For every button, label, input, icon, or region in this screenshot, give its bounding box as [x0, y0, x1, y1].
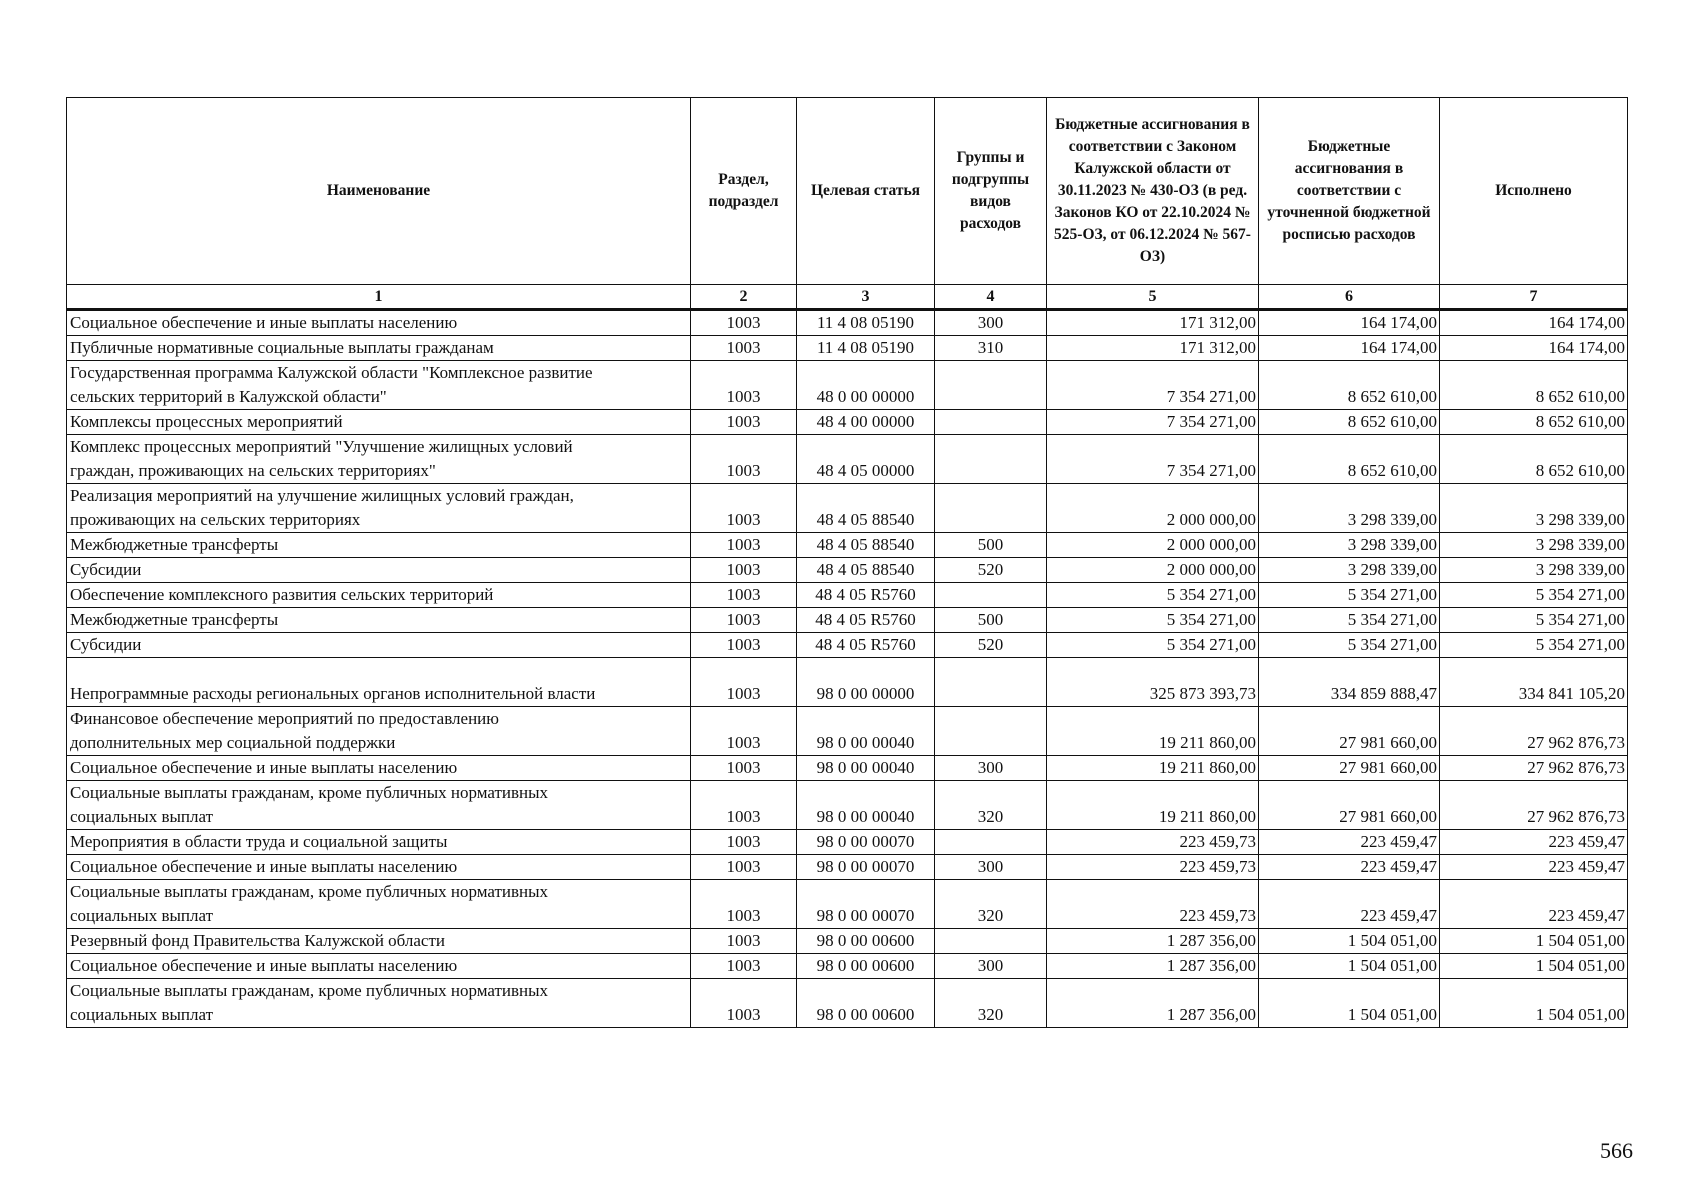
cell-executed: 5 354 271,00 [1440, 633, 1628, 658]
table-row [67, 658, 1628, 707]
cell-article: 98 0 00 00070 [797, 830, 935, 855]
cell-article: 48 4 05 88540 [797, 533, 935, 558]
cell-name [67, 929, 691, 954]
cell-name [67, 830, 691, 855]
cell-executed: 8 652 610,00 [1440, 361, 1628, 410]
cell-executed: 27 962 876,73 [1440, 781, 1628, 830]
cell-section: 1003 [691, 533, 797, 558]
cell-name-line: Социальное обеспечение и иные выплаты населению [70, 857, 458, 876]
cell-name [67, 954, 691, 979]
cell-group [935, 830, 1047, 855]
cell-section: 1003 [691, 855, 797, 880]
cell-section: 1003 [691, 361, 797, 410]
cell-plan-allocation: 8 652 610,00 [1259, 410, 1440, 435]
cell-article: 48 4 05 88540 [797, 484, 935, 533]
cell-name [67, 484, 691, 533]
header-name: Наименование [67, 98, 691, 285]
cell-article: 48 4 05 R5760 [797, 583, 935, 608]
cell-group: 300 [935, 756, 1047, 781]
cell-law-allocation: 2 000 000,00 [1047, 558, 1259, 583]
cell-name-line: Социальные выплаты гражданам, кроме публичных нормативных [70, 783, 549, 802]
column-number: 4 [935, 285, 1047, 310]
cell-law-allocation: 1 287 356,00 [1047, 979, 1259, 1028]
cell-section: 1003 [691, 929, 797, 954]
cell-article: 48 4 00 00000 [797, 410, 935, 435]
table-row [67, 533, 1628, 558]
cell-article: 98 0 00 00040 [797, 707, 935, 756]
cell-law-allocation: 223 459,73 [1047, 855, 1259, 880]
cell-name-line: Социальное обеспечение и иные выплаты населению [70, 758, 458, 777]
cell-section: 1003 [691, 336, 797, 361]
table-row [67, 336, 1628, 361]
cell-plan-allocation: 164 174,00 [1259, 336, 1440, 361]
cell-article: 48 4 05 R5760 [797, 608, 935, 633]
cell-article: 98 0 00 00070 [797, 880, 935, 929]
cell-group: 300 [935, 855, 1047, 880]
table-row [67, 361, 1628, 410]
cell-article: 98 0 00 00600 [797, 954, 935, 979]
cell-law-allocation: 1 287 356,00 [1047, 954, 1259, 979]
cell-law-allocation: 171 312,00 [1047, 336, 1259, 361]
cell-name-line: граждан, проживающих на сельских территориях" [70, 461, 436, 480]
cell-section: 1003 [691, 410, 797, 435]
cell-plan-allocation: 164 174,00 [1259, 310, 1440, 336]
cell-section: 1003 [691, 756, 797, 781]
cell-executed: 3 298 339,00 [1440, 533, 1628, 558]
table-row [67, 583, 1628, 608]
cell-plan-allocation: 5 354 271,00 [1259, 633, 1440, 658]
cell-name-line: Субсидии [70, 635, 142, 654]
cell-section: 1003 [691, 707, 797, 756]
cell-name [67, 633, 691, 658]
cell-plan-allocation: 3 298 339,00 [1259, 533, 1440, 558]
cell-name-line: социальных выплат [70, 807, 214, 826]
cell-group: 320 [935, 979, 1047, 1028]
cell-name-line: Межбюджетные трансферты [70, 535, 279, 554]
header-section: Раздел, подраздел [691, 98, 797, 285]
cell-law-allocation: 19 211 860,00 [1047, 781, 1259, 830]
cell-article: 98 0 00 00600 [797, 979, 935, 1028]
cell-section: 1003 [691, 954, 797, 979]
cell-section: 1003 [691, 658, 797, 707]
cell-name-line: Комплекс процессных мероприятий "Улучшение жилищных условий [70, 437, 573, 456]
cell-name-line: Резервный фонд Правительства Калужской области [70, 931, 446, 950]
table-row [67, 435, 1628, 484]
cell-group [935, 435, 1047, 484]
cell-section: 1003 [691, 583, 797, 608]
header-plan-allocation: Бюджетные ассигнования в соответствии с уточненной бюджетной росписью расходов [1259, 98, 1440, 285]
cell-name-line: социальных выплат [70, 1005, 214, 1024]
table-row [67, 310, 1628, 336]
cell-name [67, 608, 691, 633]
cell-name-line: Социальные выплаты гражданам, кроме публичных нормативных [70, 981, 549, 1000]
table-row [67, 558, 1628, 583]
cell-name [67, 658, 691, 707]
cell-article: 11 4 08 05190 [797, 310, 935, 336]
cell-name-line: Мероприятия в области труда и социальной защиты [70, 832, 448, 851]
table-row [67, 830, 1628, 855]
table-row [67, 954, 1628, 979]
cell-group [935, 658, 1047, 707]
cell-group: 500 [935, 533, 1047, 558]
table-row [67, 855, 1628, 880]
cell-name-line: социальных выплат [70, 906, 214, 925]
cell-section: 1003 [691, 979, 797, 1028]
cell-law-allocation: 2 000 000,00 [1047, 484, 1259, 533]
cell-plan-allocation: 5 354 271,00 [1259, 583, 1440, 608]
header-executed: Исполнено [1440, 98, 1628, 285]
cell-group [935, 484, 1047, 533]
cell-name [67, 880, 691, 929]
cell-plan-allocation: 1 504 051,00 [1259, 954, 1440, 979]
table-row [67, 756, 1628, 781]
cell-group [935, 361, 1047, 410]
cell-section: 1003 [691, 310, 797, 336]
cell-plan-allocation: 3 298 339,00 [1259, 558, 1440, 583]
cell-name-line: Комплексы процессных мероприятий [70, 412, 343, 431]
cell-group: 320 [935, 781, 1047, 830]
cell-plan-allocation: 27 981 660,00 [1259, 781, 1440, 830]
cell-group [935, 583, 1047, 608]
cell-executed: 27 962 876,73 [1440, 707, 1628, 756]
cell-name-line: Государственная программа Калужской области "Комплексное развитие [70, 363, 593, 382]
column-number: 2 [691, 285, 797, 310]
cell-name [67, 410, 691, 435]
cell-executed: 164 174,00 [1440, 336, 1628, 361]
table-row [67, 781, 1628, 830]
column-number-row [67, 285, 1628, 310]
cell-section: 1003 [691, 435, 797, 484]
cell-group: 320 [935, 880, 1047, 929]
header-law-allocation: Бюджетные ассигнования в соответствии с Законом Калужской области от 30.11.2023 № 430-ОЗ (в ред. Законов КО от 22.10.2024 № 525-ОЗ, от 06.12.2024 № 567-ОЗ) [1047, 98, 1259, 285]
column-number: 5 [1047, 285, 1259, 310]
cell-executed: 223 459,47 [1440, 855, 1628, 880]
cell-group [935, 707, 1047, 756]
cell-name [67, 435, 691, 484]
cell-law-allocation: 7 354 271,00 [1047, 361, 1259, 410]
header-row [67, 98, 1628, 285]
cell-law-allocation: 2 000 000,00 [1047, 533, 1259, 558]
cell-law-allocation: 5 354 271,00 [1047, 583, 1259, 608]
cell-article: 98 0 00 00600 [797, 929, 935, 954]
cell-plan-allocation: 8 652 610,00 [1259, 435, 1440, 484]
cell-name [67, 583, 691, 608]
cell-article: 98 0 00 00070 [797, 855, 935, 880]
cell-executed: 8 652 610,00 [1440, 410, 1628, 435]
cell-executed: 8 652 610,00 [1440, 435, 1628, 484]
cell-executed: 334 841 105,20 [1440, 658, 1628, 707]
table-row [67, 979, 1628, 1028]
cell-executed: 223 459,47 [1440, 830, 1628, 855]
cell-name-line: Реализация мероприятий на улучшение жилищных условий граждан, [70, 486, 574, 505]
cell-name [67, 979, 691, 1028]
cell-plan-allocation: 1 504 051,00 [1259, 979, 1440, 1028]
cell-name-line: сельских территорий в Калужской области" [70, 387, 387, 406]
cell-article: 11 4 08 05190 [797, 336, 935, 361]
header-group: Группы и подгруппы видов расходов [935, 98, 1047, 285]
cell-plan-allocation: 27 981 660,00 [1259, 707, 1440, 756]
cell-executed: 5 354 271,00 [1440, 608, 1628, 633]
cell-plan-allocation: 5 354 271,00 [1259, 608, 1440, 633]
cell-name-line: Публичные нормативные социальные выплаты гражданам [70, 338, 494, 357]
table-body [67, 310, 1628, 1028]
cell-section: 1003 [691, 484, 797, 533]
cell-executed: 164 174,00 [1440, 310, 1628, 336]
header-article: Целевая статья [797, 98, 935, 285]
cell-name [67, 533, 691, 558]
cell-plan-allocation: 8 652 610,00 [1259, 361, 1440, 410]
cell-name [67, 781, 691, 830]
cell-executed: 27 962 876,73 [1440, 756, 1628, 781]
cell-executed: 223 459,47 [1440, 880, 1628, 929]
cell-name [67, 855, 691, 880]
cell-name-line: Непрограммные расходы региональных органов исполнительной власти [70, 684, 596, 703]
cell-section: 1003 [691, 880, 797, 929]
cell-name [67, 707, 691, 756]
cell-executed: 1 504 051,00 [1440, 954, 1628, 979]
cell-group [935, 929, 1047, 954]
cell-group: 300 [935, 310, 1047, 336]
cell-plan-allocation: 223 459,47 [1259, 855, 1440, 880]
cell-article: 98 0 00 00040 [797, 781, 935, 830]
column-number: 6 [1259, 285, 1440, 310]
cell-name [67, 361, 691, 410]
table-row [67, 929, 1628, 954]
cell-name-line: Субсидии [70, 560, 142, 579]
cell-section: 1003 [691, 608, 797, 633]
cell-law-allocation: 19 211 860,00 [1047, 707, 1259, 756]
cell-law-allocation: 5 354 271,00 [1047, 608, 1259, 633]
table-row [67, 707, 1628, 756]
cell-name-line: дополнительных мер социальной поддержки [70, 733, 396, 752]
cell-group: 520 [935, 633, 1047, 658]
cell-law-allocation: 325 873 393,73 [1047, 658, 1259, 707]
column-number: 7 [1440, 285, 1628, 310]
cell-name-line: Социальное обеспечение и иные выплаты населению [70, 313, 458, 332]
cell-group: 310 [935, 336, 1047, 361]
cell-executed: 3 298 339,00 [1440, 558, 1628, 583]
cell-name-line: проживающих на сельских территориях [70, 510, 361, 529]
cell-plan-allocation: 334 859 888,47 [1259, 658, 1440, 707]
cell-law-allocation: 7 354 271,00 [1047, 435, 1259, 484]
cell-law-allocation: 171 312,00 [1047, 310, 1259, 336]
cell-plan-allocation: 223 459,47 [1259, 830, 1440, 855]
column-number: 1 [67, 285, 691, 310]
cell-executed: 1 504 051,00 [1440, 929, 1628, 954]
cell-group [935, 410, 1047, 435]
budget-table [66, 97, 1628, 1028]
cell-plan-allocation: 3 298 339,00 [1259, 484, 1440, 533]
cell-law-allocation: 7 354 271,00 [1047, 410, 1259, 435]
cell-name-line: Межбюджетные трансферты [70, 610, 279, 629]
cell-law-allocation: 223 459,73 [1047, 880, 1259, 929]
column-number: 3 [797, 285, 935, 310]
cell-name [67, 310, 691, 336]
cell-section: 1003 [691, 830, 797, 855]
cell-article: 98 0 00 00000 [797, 658, 935, 707]
cell-section: 1003 [691, 633, 797, 658]
table-row [67, 633, 1628, 658]
cell-executed: 3 298 339,00 [1440, 484, 1628, 533]
cell-group: 500 [935, 608, 1047, 633]
cell-article: 48 4 05 00000 [797, 435, 935, 484]
cell-name-line: Социальное обеспечение и иные выплаты населению [70, 956, 458, 975]
cell-name [67, 558, 691, 583]
cell-article: 48 4 05 88540 [797, 558, 935, 583]
cell-executed: 5 354 271,00 [1440, 583, 1628, 608]
cell-group: 300 [935, 954, 1047, 979]
cell-article: 98 0 00 00040 [797, 756, 935, 781]
table-row [67, 410, 1628, 435]
cell-plan-allocation: 223 459,47 [1259, 880, 1440, 929]
table-row [67, 880, 1628, 929]
cell-name [67, 756, 691, 781]
cell-law-allocation: 19 211 860,00 [1047, 756, 1259, 781]
cell-law-allocation: 1 287 356,00 [1047, 929, 1259, 954]
cell-executed: 1 504 051,00 [1440, 979, 1628, 1028]
cell-section: 1003 [691, 558, 797, 583]
table-row [67, 608, 1628, 633]
cell-article: 48 4 05 R5760 [797, 633, 935, 658]
cell-name-line: Социальные выплаты гражданам, кроме публичных нормативных [70, 882, 549, 901]
cell-name-line: Обеспечение комплексного развития сельских территорий [70, 585, 494, 604]
page-number: 566 [1600, 1138, 1633, 1163]
cell-name [67, 336, 691, 361]
cell-section: 1003 [691, 781, 797, 830]
cell-law-allocation: 223 459,73 [1047, 830, 1259, 855]
cell-law-allocation: 5 354 271,00 [1047, 633, 1259, 658]
table-row [67, 484, 1628, 533]
cell-article: 48 0 00 00000 [797, 361, 935, 410]
cell-group: 520 [935, 558, 1047, 583]
cell-plan-allocation: 27 981 660,00 [1259, 756, 1440, 781]
cell-plan-allocation: 1 504 051,00 [1259, 929, 1440, 954]
cell-name-line: Финансовое обеспечение мероприятий по предоставлению [70, 709, 499, 728]
